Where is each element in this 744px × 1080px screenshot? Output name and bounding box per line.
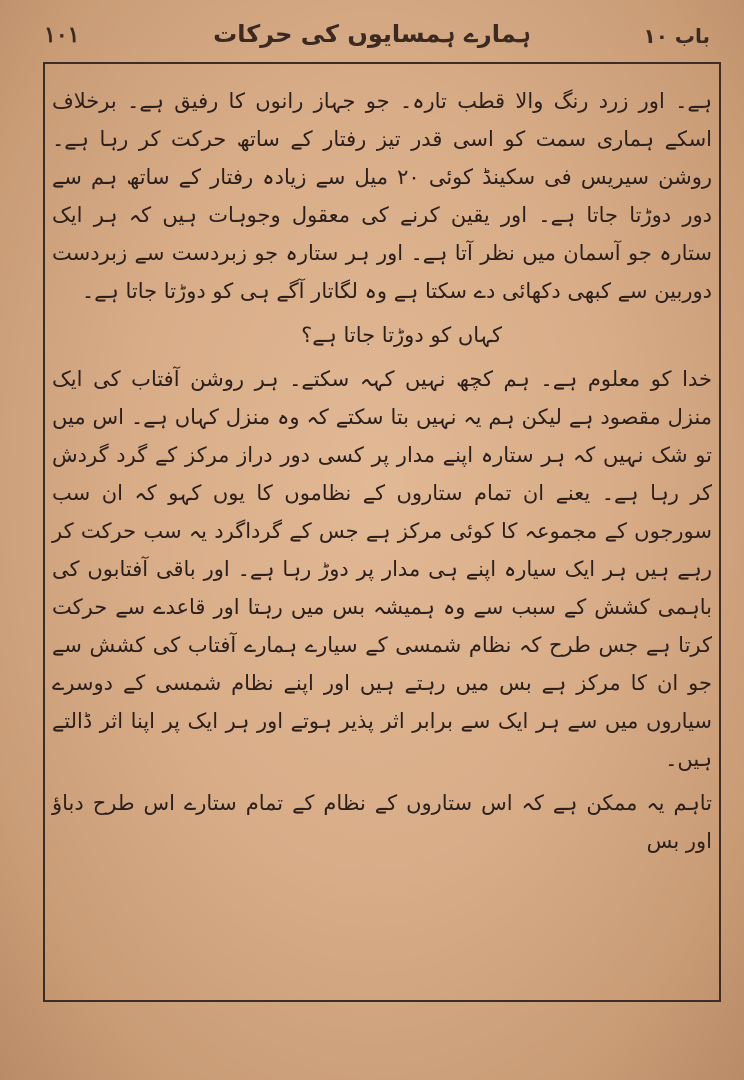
running-title: ہمارے ہمسایوں کی حرکات [213,20,531,48]
paragraph-2: کہاں کو دوڑتا جاتا ہے؟ [301,323,502,347]
chapter-label: باب ۱۰ [643,24,710,48]
body-text [52,82,712,866]
page-header [30,18,714,58]
paragraph-3: خدا کو معلوم ہے۔ ہم کچھ نہیں کہہ سکتے۔ ہر روشن آفتاب کی ایک منزل مقصود ہے لیکن ہم یہ نہیں بتا سکتے کہ وہ منزل کہاں ہے۔ اس میں تو شک نہیں کہ ہر ستارہ اپنے مدار پر کسی دور دراز مرکز کے گرد گردش کر رہا ہے۔ یعنے ان تمام ستاروں کے نظاموں کا یوں کہو کہ ان سب سورجوں کے مجموعہ کا کوئی مرکز ہے جس کے گرداگرد یہ سب حرکت کر رہے ہیں ہر ایک سیارہ اپنے ہی مدار پر دوڑ رہا ہے۔ اور باقی آفتابوں کی باہمی کشش کے سبب سے وہ ہمیشہ بس میں رہتا اور قاعدے سے حرکت کرتا ہے جس طرح کہ نظام شمسی کے سیارے ہمارے آفتاب کی کشش سے جو ان کا مرکز ہے بس میں رہتے ہیں اور اپنے نظام شمسی کے دوسرے سیاروں میں سے ہر ایک سے برابر اثر پذیر ہوتے اور ہر ایک پر اپنا اثر ڈالتے ہیں۔ [52,367,712,771]
paragraph-4: تاہم یہ ممکن ہے کہ اس ستاروں کے نظام کے تمام ستارے اس طرح دباؤ اور بس [52,791,712,853]
paragraph-1: ہے۔ اور زرد رنگ والا قطب تارہ۔ جو جہاز رانوں کا رفیق ہے۔ برخلاف اسکے ہماری سمت کو اسی قدر تیز رفتار کے ساتھ حرکت کر رہا ہے۔ روشن سیریس فی سکینڈ کوئی ۲۰ میل سے زیادہ رفتار کے ساتھ ہم سے دور دوڑتا جاتا ہے۔ اور یقین کرنے کی معقول وجوہات ہیں کہ ہر ایک ستارہ جو آسمان میں نظر آتا ہے۔ اور ہر ستارہ جو زبردست سے زبردست دوربین سے کبھی دکھائی دے سکتا ہے وہ لگاتار آگے ہی کو دوڑتا جاتا ہے۔ [52,89,712,303]
page-number: ۱۰۱ [44,22,80,48]
